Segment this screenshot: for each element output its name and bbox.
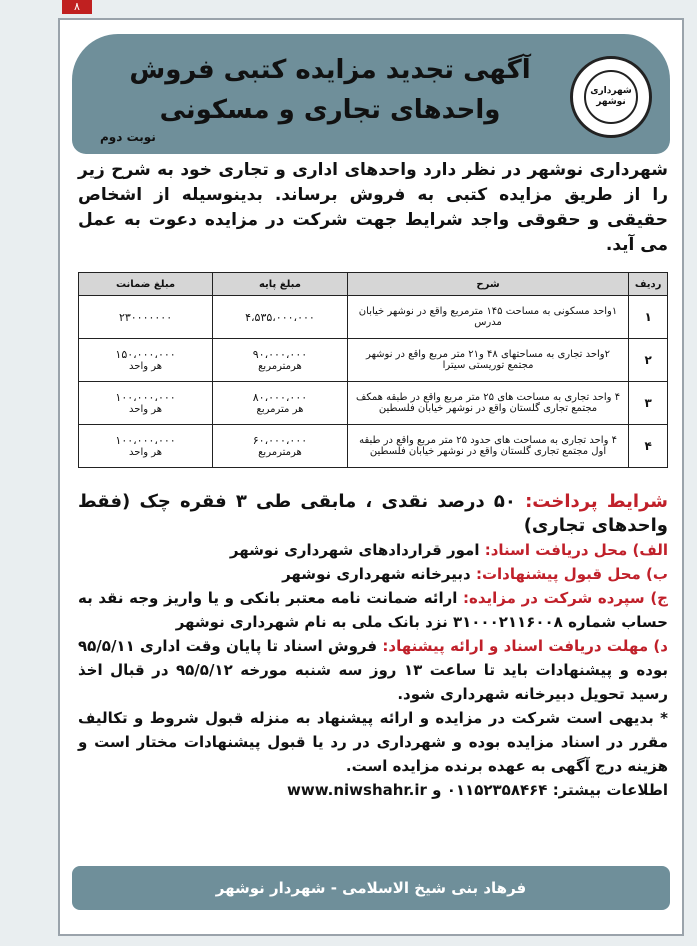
advertisement-page — [58, 18, 684, 936]
guarantee-unit: هر واحد — [129, 447, 163, 458]
row-base-price — [213, 296, 348, 339]
ad-title — [110, 50, 550, 130]
logo-text-2: نوشهر — [596, 97, 626, 107]
deposit-terms — [78, 586, 668, 634]
guarantee-amount: ۱۵۰،۰۰۰،۰۰۰ — [115, 348, 176, 361]
documents-label: الف) محل دریافت اسناد: — [484, 541, 668, 559]
table-row — [79, 382, 668, 425]
base-amount: ۶۰،۰۰۰،۰۰۰ — [252, 434, 308, 447]
row-guarantee — [79, 425, 213, 468]
logo-text-1: شهرداری — [590, 86, 632, 96]
base-unit: هرمترمربع — [258, 361, 302, 372]
guarantee-amount: ۱۰۰،۰۰۰،۰۰۰ — [115, 434, 176, 447]
mayor-signature: فرهاد بنی شیخ الاسلامی - شهردار نوشهر — [215, 879, 527, 897]
deposit-label: ج) سپرده شرکت در مزایده: — [463, 589, 668, 607]
row-number: ۳ — [629, 382, 668, 425]
note-paragraph: * بدیهی است شرکت در مزایده و ارائه پیشنهاد به منزله قبول شروط و تکالیف مقرر در اسناد مزایده بوده و شهرداری در رد یا قبول پیشنهادات مختار است و هزینه درج آگهی به عهده برنده مزایده است. — [78, 709, 668, 775]
guarantee-amount: ۲۳۰۰۰۰۰۰۰ — [118, 310, 173, 324]
round-label: نوبت دوم — [100, 130, 156, 144]
deadline-terms — [78, 634, 668, 706]
page-number-tab: ٨ — [62, 0, 92, 14]
contact-info — [78, 778, 668, 802]
terms-section — [78, 490, 668, 802]
proposals-location — [78, 562, 668, 586]
row-guarantee — [79, 382, 213, 425]
intro-paragraph: شهرداری نوشهر در نظر دارد واحدهای اداری و تجاری خود به شرح زیر را از طریق مزایده کتبی به فروش برساند. بدینوسیله از اشخاص حقیقی و حقوقی واجد شرایط جهت شرکت در مزایده دعوت به عمل می آید. — [78, 160, 668, 255]
documents-location — [78, 538, 668, 562]
row-description: ۴ واحد تجاری به مساحت های حدود ۲۵ متر مربع واقع در طبقه اول مجتمع تجاری گلستان واقع در نوشهر خیابان فلسطین — [347, 425, 628, 468]
row-base-price — [213, 425, 348, 468]
header-base-price: مبلغ پایه — [213, 273, 348, 296]
logo-emblem-icon — [584, 70, 638, 124]
payment-text: ۵۰ درصد نقدی ، مابقی طی ۳ فقره چک (فقط واحدهای تجاری) — [78, 491, 668, 536]
deposit-text: ارائه ضمانت نامه معتبر بانکی و یا واریز وجه نقد به حساب شماره ۳۱۰۰۰۲۱۱۶۰۰۸ نزد بانک ملی به نام شهرداری نوشهر — [78, 589, 668, 631]
proposals-text: دبیرخانه شهرداری نوشهر — [282, 565, 471, 583]
base-unit: هرمترمربع — [258, 447, 302, 458]
documents-text: امور قراردادهای شهرداری نوشهر — [229, 541, 480, 559]
items-table — [78, 272, 668, 468]
phone-number: ۰۱۱۵۲۳۵۸۴۶۴ — [446, 781, 548, 799]
info-label: اطلاعات بیشتر: — [552, 781, 668, 799]
row-number: ۲ — [629, 339, 668, 382]
municipality-logo — [570, 56, 652, 138]
base-amount: ۸۰،۰۰۰،۰۰۰ — [252, 391, 308, 404]
row-description: ۱واحد مسکونی به مساحت ۱۴۵ مترمربع واقع در نوشهر خیابان مدرس — [347, 296, 628, 339]
header-guarantee: مبلغ ضمانت — [79, 273, 213, 296]
table-row — [79, 339, 668, 382]
table-row — [79, 296, 668, 339]
signature-banner — [72, 866, 670, 910]
header-banner — [72, 34, 670, 154]
row-guarantee — [79, 296, 213, 339]
proposals-label: ب) محل قبول پیشنهادات: — [475, 565, 668, 583]
website-link[interactable]: www.niwshahr.ir — [287, 781, 427, 799]
base-amount: ۹۰،۰۰۰،۰۰۰ — [252, 348, 308, 361]
guarantee-amount: ۱۰۰،۰۰۰،۰۰۰ — [115, 391, 176, 404]
row-base-price — [213, 382, 348, 425]
row-number: ۴ — [629, 425, 668, 468]
base-amount: ۴،۵۳۵،۰۰۰،۰۰۰ — [245, 310, 315, 324]
deadline-label: د) مهلت دریافت اسناد و ارائه پیشنهاد: — [382, 637, 668, 655]
row-description: ۲واحد تجاری به مساحتهای ۴۸ و۲۱ متر مربع واقع در نوشهر مجتمع توریستی سیترا — [347, 339, 628, 382]
table-header-row — [79, 273, 668, 296]
title-line-1: آگهی تجدید مزایده کتبی فروش — [129, 55, 531, 85]
payment-terms — [78, 490, 668, 538]
and-word: و — [432, 781, 442, 799]
row-description: ۴ واحد تجاری به مساحت های ۲۵ متر مربع واقع در طبقه همکف مجتمع تجاری گلستان واقع در نوشهر خیابان فلسطین — [347, 382, 628, 425]
deadline-text: فروش اسناد تا پایان وقت اداری ۹۵/۵/۱۱ بوده و پیشنهادات باید تا ساعت ۱۳ روز سه شنبه مورخه ۹۵/۵/۱۲ در قبال اخذ رسید تحویل دبیرخانه شهرداری شود. — [78, 637, 668, 703]
row-base-price — [213, 339, 348, 382]
row-guarantee — [79, 339, 213, 382]
row-number: ۱ — [629, 296, 668, 339]
base-unit: هر مترمربع — [256, 404, 304, 415]
payment-label: شرایط پرداخت: — [525, 491, 668, 512]
header-row-number: ردیف — [629, 273, 668, 296]
title-line-2: واحدهای تجاری و مسکونی — [159, 95, 501, 125]
guarantee-unit: هر واحد — [129, 361, 163, 372]
table-row — [79, 425, 668, 468]
guarantee-unit: هر واحد — [129, 404, 163, 415]
header-description: شرح — [347, 273, 628, 296]
